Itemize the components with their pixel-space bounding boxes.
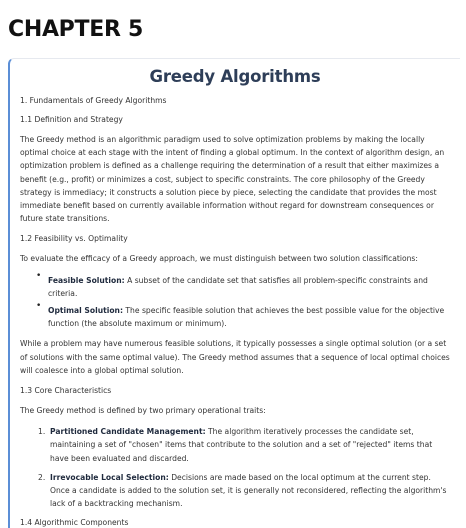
- bullet-list: [20, 270, 450, 331]
- list-item-text: A subset of the candidate set that satisfies all problem-specific constraints and criteria.: [48, 275, 428, 298]
- bullet-icon: •: [36, 270, 42, 281]
- list-item-term: Partitioned Candidate Management:: [50, 427, 206, 437]
- paragraph-optimality: While a problem may have numerous feasible solutions, it typically possesses a single optimal solution (or a set of solutions with the same optimal value). The Greedy method assumes that a sequence of local optimal choices will coalesce into a global optimal solution.: [20, 339, 450, 375]
- paragraph-characteristics-intro: The Greedy method is defined by two primary operational traits:: [20, 406, 266, 416]
- bullet-icon: •: [36, 301, 42, 312]
- list-item-text: The specific feasible solution that achieves the best possible value for the objective function (the absolute maximum or minimum).: [48, 306, 445, 329]
- section-heading-1-2: 1.2 Feasibility vs. Optimality: [20, 234, 128, 244]
- list-item: [38, 471, 450, 511]
- list-item-term: Irrevocable Local Selection:: [50, 472, 169, 482]
- document-title: Greedy Algorithms: [149, 67, 321, 86]
- section-heading-1-4: 1.4 Algorithmic Components: [20, 518, 129, 528]
- list-item-text: Decisions are made based on the local optimum at the current step. Once a candidate is added to the solution set, it is generally not reconsidered, reflecting the algorithm's lack of a backtracking mechanism.: [50, 472, 447, 509]
- section-heading-1: 1. Fundamentals of Greedy Algorithms: [20, 96, 167, 105]
- document-card: [8, 58, 460, 528]
- section-heading-1-1: 1.1 Definition and Strategy: [20, 115, 123, 124]
- list-item: [38, 425, 450, 465]
- chapter-title: CHAPTER 5: [8, 17, 143, 42]
- paragraph-definition: The Greedy method is an algorithmic paradigm used to solve optimization problems by making the locally optimal choice at each stage with the intent of finding a global optimum. In the context of algorithm design, an optimization problem is defined as a challenge requiring the determination of a result that either maximizes a benefit (e.g., profit) or minimizes a cost, subject to specific constraints. The core philosophy of the Greedy strategy is immediacy; it constructs a solution piece by piece, selecting the candidate that provides the most immediate benefit based on currently available information without regard for downstream consequences or future state transitions.: [20, 135, 445, 224]
- list-item-number: 2.: [38, 472, 46, 482]
- numbered-list: [20, 425, 450, 510]
- list-item-number: 1.: [38, 427, 46, 437]
- list-item: [36, 270, 450, 300]
- list-item-text: The algorithm iteratively processes the candidate set, maintaining a set of "chosen" items that contribute to the solution and a set of "rejected" items that have been evaluated and discarded.: [50, 427, 433, 463]
- list-item-term: Feasible Solution:: [48, 275, 125, 285]
- list-item-term: Optimal Solution:: [48, 306, 123, 316]
- section-heading-1-3: 1.3 Core Characteristics: [20, 386, 112, 396]
- list-item: [36, 301, 450, 330]
- paragraph-feasibility-intro: To evaluate the efficacy of a Greedy approach, we must distinguish between two solution classifications:: [20, 254, 418, 264]
